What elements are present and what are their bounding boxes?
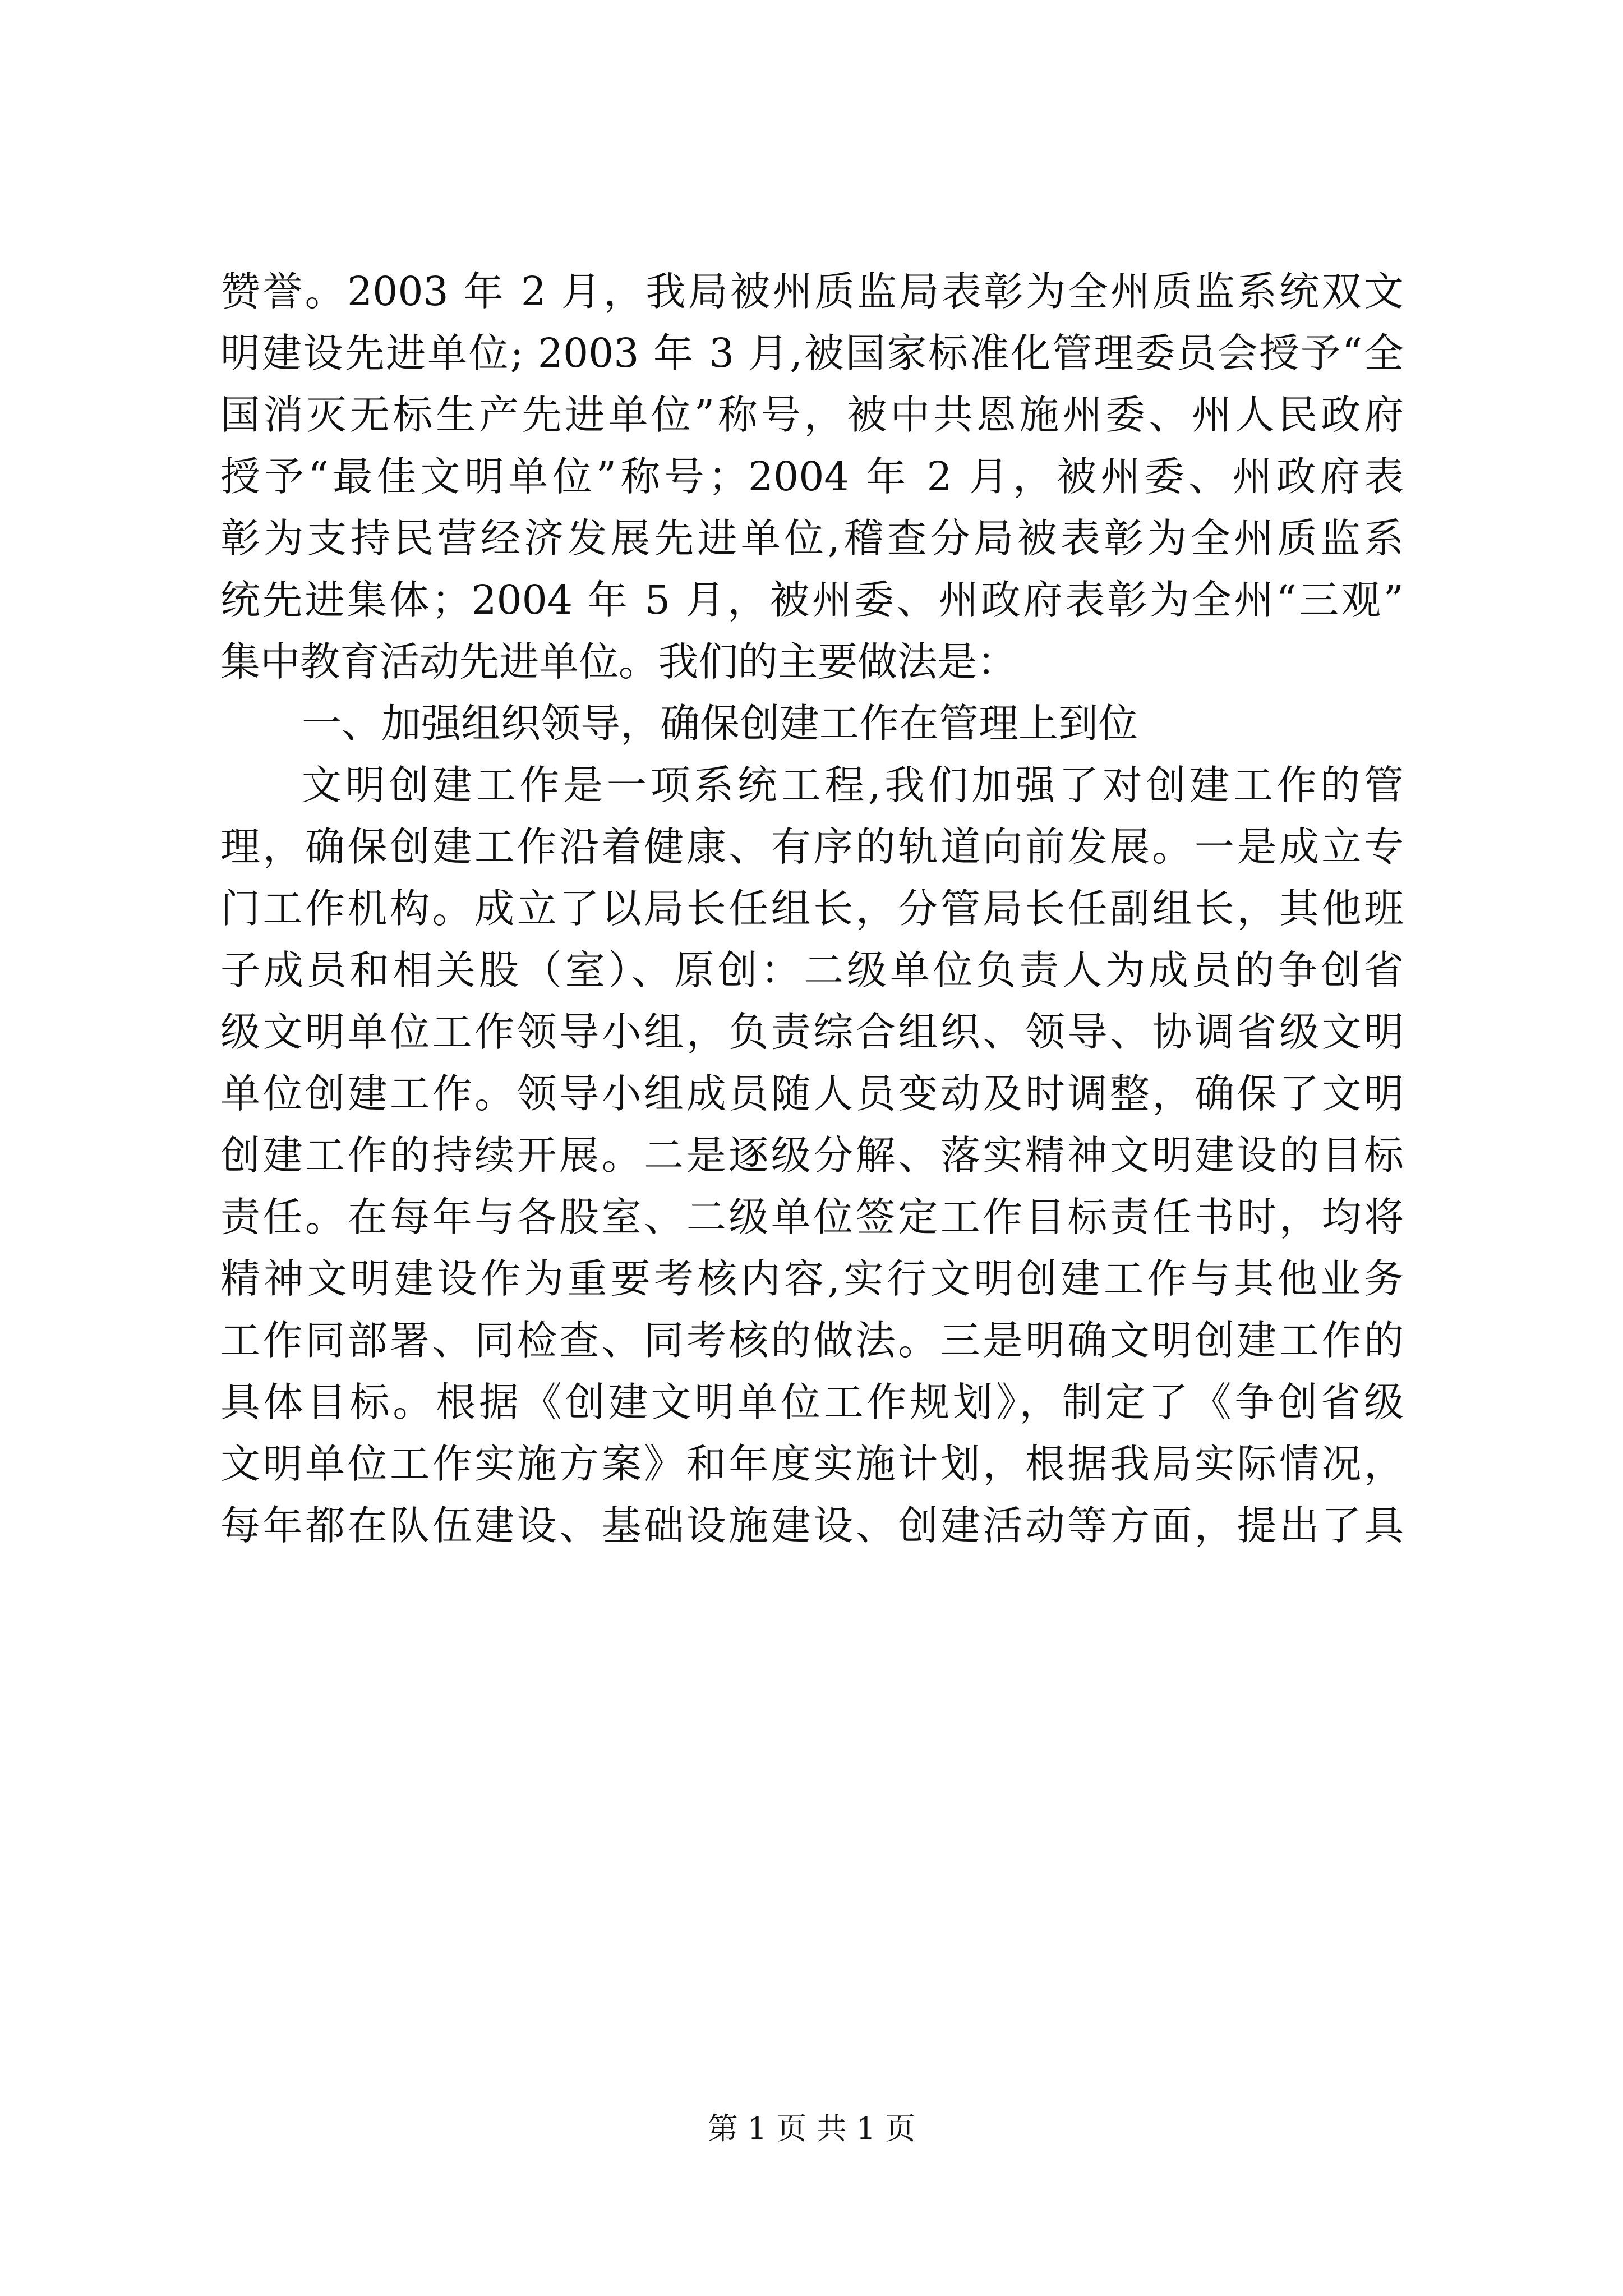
text-line: 门工作机构。成立了以局长任组长，分管局长任副组长，其他班 [220,885,1404,932]
text-line: 子成员和相关股（室）、原创：二级单位负责人为成员的争创省 [220,947,1404,993]
text-line: 工作同部署、同检查、同考核的做法。三是明确文明创建工作的 [220,1317,1404,1364]
text-line: 精神文明建设作为重要考核内容,实行文明创建工作与其他业务 [220,1255,1404,1302]
text-line: 责任。在每年与各股室、二级单位签定工作目标责任书时，均将 [220,1194,1404,1240]
text-line: 国消灭无标生产先进单位”称号，被中共恩施州委、州人民政府 [220,392,1404,438]
text-line: 统先进集体；2004 年 5 月，被州委、州政府表彰为全州“三观” [220,577,1404,623]
text-line: 授予“最佳文明单位”称号；2004 年 2 月，被州委、州政府表 [220,453,1404,500]
text-line: 每年都在队伍建设、基础设施建设、创建活动等方面，提出了具 [220,1502,1404,1549]
section-heading: 一、加强组织领导，确保创建工作在管理上到位 [302,700,1138,747]
text-line: 集中教育活动先进单位。我们的主要做法是： [220,638,1017,685]
page-number-footer: 第 1 页 共 1 页 [707,2111,916,2146]
text-line: 文明单位工作实施方案》和年度实施计划，根据我局实际情况， [220,1441,1404,1487]
text-line: 理，确保创建工作沿着健康、有序的轨道向前发展。一是成立专 [220,823,1404,870]
text-line: 明建设先进单位; 2003 年 3 月,被国家标准化管理委员会授予“全 [220,330,1404,376]
text-line: 级文明单位工作领导小组，负责综合组织、领导、协调省级文明 [220,1009,1404,1055]
text-line: 赞誉。2003 年 2 月，我局被州质监局表彰为全州质监系统双文 [220,268,1404,315]
text-line: 单位创建工作。领导小组成员随人员变动及时调整，确保了文明 [220,1070,1404,1117]
text-line: 彰为支持民营经济发展先进单位,稽查分局被表彰为全州质监系 [220,515,1404,562]
text-line: 创建工作的持续开展。二是逐级分解、落实精神文明建设的目标 [220,1132,1404,1179]
text-line: 文明创建工作是一项系统工程,我们加强了对创建工作的管 [302,762,1404,808]
text-line: 具体目标。根据《创建文明单位工作规划》，制定了《争创省级 [220,1379,1404,1425]
